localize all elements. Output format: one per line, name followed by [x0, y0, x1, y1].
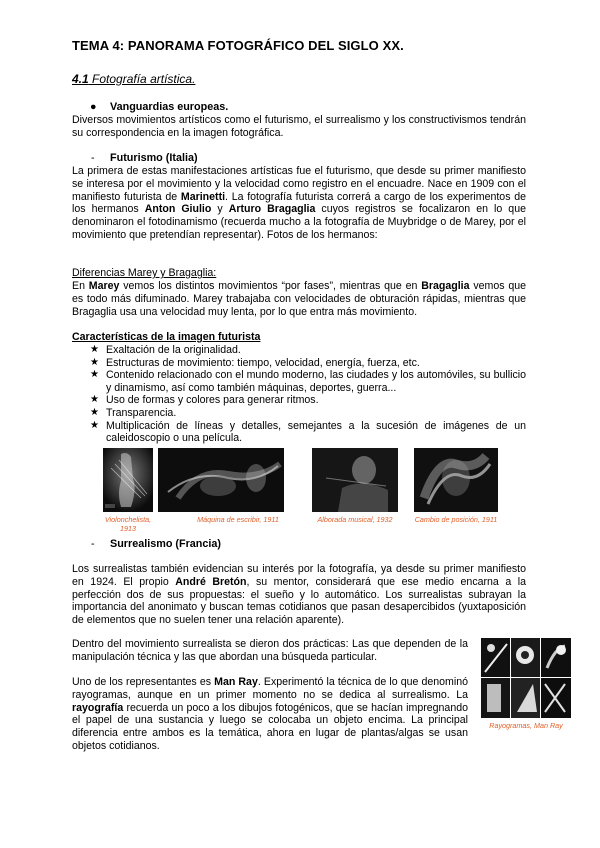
page-title: TEMA 4: PANORAMA FOTOGRÁFICO DEL SIGLO XX. — [72, 38, 404, 53]
list-item: ★ Exaltación de la originalidad. — [90, 344, 241, 356]
list-item: ★ Estructuras de movimiento: tiempo, velocidad, energía, fuerza, etc. — [90, 356, 420, 369]
list-item: ★ Multiplicación de líneas y detalles, semejantes a la sucesión de imágenes de un caleidoscopio o una película. — [90, 419, 526, 445]
photo-rayogramas — [481, 638, 571, 718]
futurismo-heading: - Futurismo (Italia) — [91, 152, 198, 164]
dash-bullet-icon: - — [91, 152, 95, 164]
vanguardias-heading: ● Vanguardias europeas. — [90, 101, 229, 113]
list-item: ★ Contenido relacionado con el mundo moderno, las ciudades y los automóviles, su bullicio y dinamismo, así como también máquinas, deportes, guerra... — [90, 369, 526, 394]
section-name: Fotografía artística. — [92, 72, 196, 86]
star-bullet-icon: ★ — [90, 356, 99, 368]
surrealismo-text-3: Uno de los representantes es Man Ray. Experimentó la técnica de lo que denominó rayogramas, aunque en un primer momento no se dedica al surrealismo. La rayografía recuerda un poco a los dibujos fotogénicos, que se hacían impregnando el papel de una sustancia y luego se colocaba un objeto encima. La principal diferencia entre ambos es la temática, ahora en lugar de plantas/algas se usan objetos cotidianos. — [72, 676, 469, 752]
caption-cambio-posicion: Cambio de posición, 1911 — [414, 515, 498, 524]
diferencias-heading: Diferencias Marey y Bragaglia: — [72, 267, 217, 279]
photo-cambio-posicion — [414, 448, 498, 512]
star-bullet-icon: ★ — [90, 394, 99, 406]
caracteristicas-heading: Características de la imagen futurista — [72, 331, 261, 343]
dash-bullet-icon: - — [91, 538, 95, 550]
star-bullet-icon: ★ — [90, 419, 99, 431]
photo-violonchelista — [103, 448, 153, 512]
star-bullet-icon: ★ — [90, 406, 99, 418]
caption-maquina-escribir: Máquina de escribir, 1911 — [197, 515, 279, 524]
bullet-dot-icon: ● — [90, 101, 97, 113]
photo-maquina-escribir — [158, 448, 284, 512]
list-item: ★ Uso de formas y colores para generar ritmos. — [90, 394, 319, 407]
surrealismo-text-1: Los surrealistas también evidencian su interés por la fotografía, ya desde su primer manifiesto en 1924. El propio André Bretón, su mentor, considerará que ese medio encarna a la perfección dos de sus propuestas: el sueño y lo automático. Los surrealistas subrayan la importancia del anonimato y buscan temas cotidianos que pasan desapercibidos (yuxtaposición de elementos que no suelen tener una relación aparente). — [72, 563, 526, 627]
diferencias-text: En Marey vemos los distintos movimientos “por fases”, mientras que en Bragaglia vemos que es todo más difuminado. Marey trabajaba con velocidades de obturación rápidas, mientras que Bragaglia usa una velocidad muy lenta, por lo que entra más movimiento. — [72, 280, 527, 318]
surrealismo-text-2: Dentro del movimiento surrealista se dieron dos prácticas: Las que dependen de la manipulación técnica y las que abordan una búsqueda particular. — [72, 638, 468, 663]
surrealismo-heading: - Surrealismo (Francia) — [91, 538, 222, 550]
star-bullet-icon: ★ — [90, 344, 99, 355]
caracteristicas-list — [90, 344, 526, 445]
star-bullet-icon: ★ — [90, 369, 99, 381]
caption-alborada-musical: Alborada musical, 1932 — [317, 515, 393, 524]
caption-rayogramas: Rayogramas, Man Ray — [489, 721, 563, 730]
list-item: ★ Transparencia. — [90, 406, 177, 419]
section-number: 4.1 — [72, 72, 89, 86]
futurismo-text: La primera de estas manifestaciones artísticas fue el futurismo, que desde su primer manifiesto se interesa por el movimiento y la velocidad como registro en el encuadre. Nace en 1909 con el manifiesto futurista de Marinetti. La fotografía futurista correrá a cargo de los experimentos de los hermanos Anton Giulio y Arturo Bragaglia cuyos registros se focalizaron en lo que denominaron el fotodinamismo (recuerda mucho a la fotografía de Muybridge o de Marey, por el movimiento que pretendían representar). Fotos de los hermanos: — [72, 165, 526, 241]
section-heading — [72, 72, 195, 86]
vanguardias-text: Diversos movimientos artísticos como el futurismo, el surrealismo y los constructivismos tendrán su correspondencia en la imagen fotográfica. — [72, 114, 526, 139]
photo-alborada-musical — [312, 448, 398, 512]
caption-violonchelista: Violonchelista, 1913 — [104, 515, 152, 533]
